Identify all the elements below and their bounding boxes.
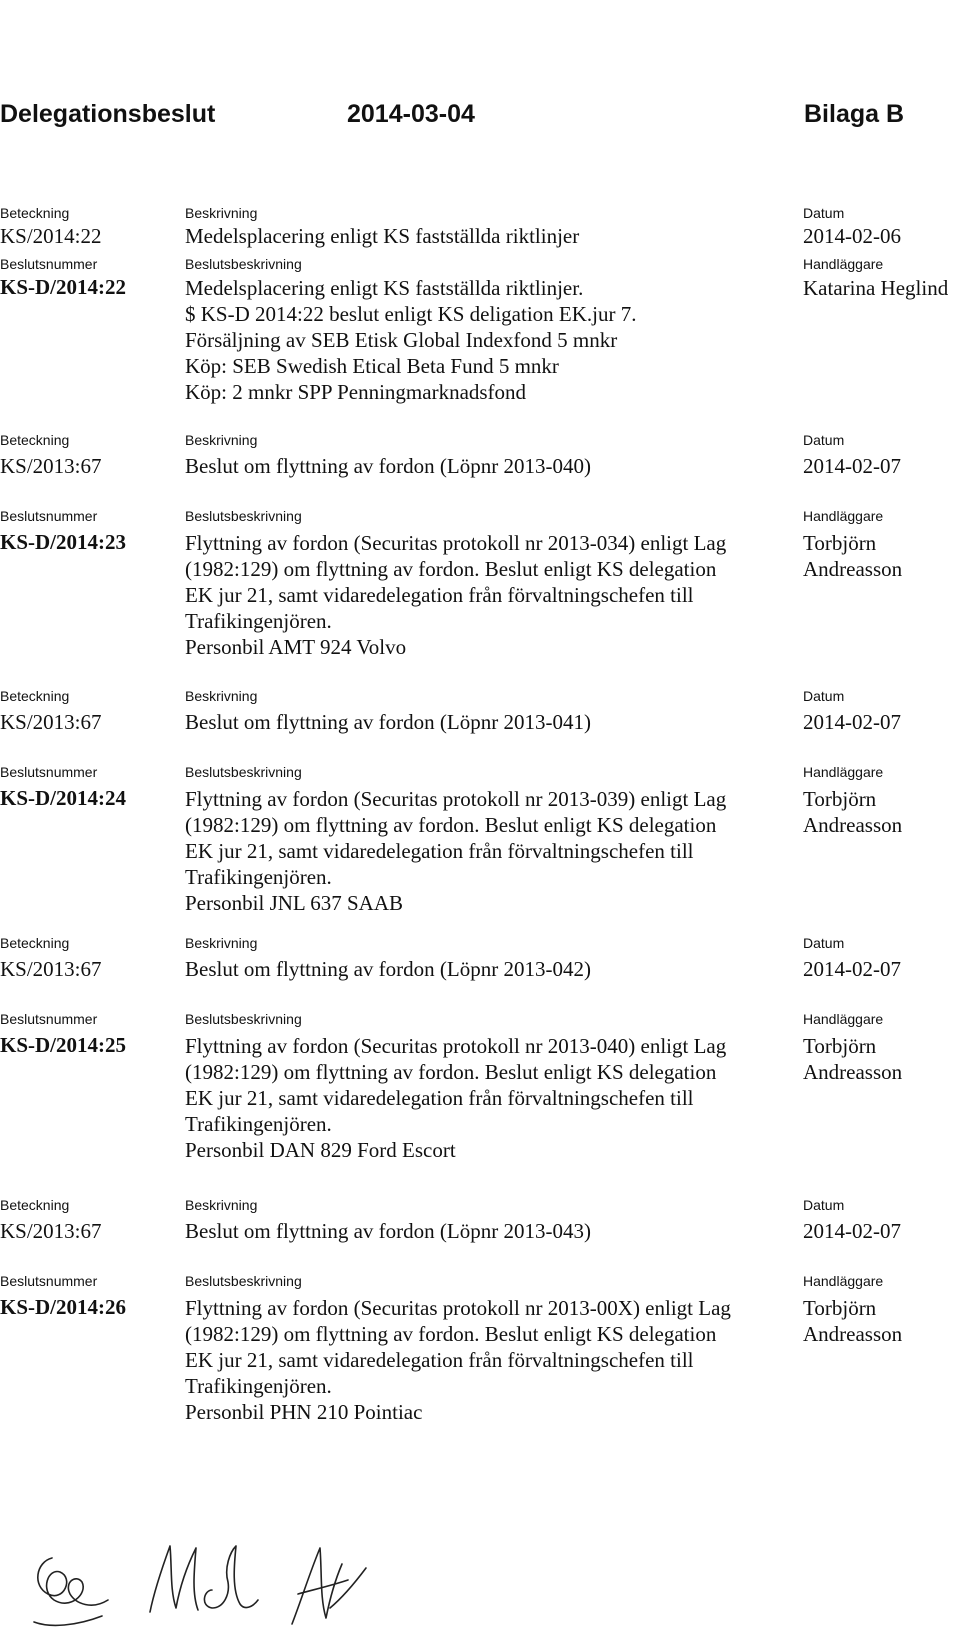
page-header	[0, 100, 960, 140]
beteckning-label: Beteckning	[0, 935, 70, 951]
beslutsbeskrivning-line: Köp: 2 mnkr SPP Penningmarknadsfond	[185, 380, 527, 404]
handlaggare-line: Andreasson	[803, 1060, 903, 1084]
beskrivning-label: Beskrivning	[185, 935, 258, 951]
handlaggare-line: Andreasson	[803, 1322, 903, 1346]
datum-label: Datum	[803, 1197, 845, 1213]
beteckning-label: Beteckning	[0, 205, 70, 221]
beteckning-label: Beteckning	[0, 688, 70, 704]
datum-value: 2014-02-07	[803, 1219, 901, 1243]
datum-value: 2014-02-07	[803, 710, 901, 734]
beslutsbeskrivning-line: Flyttning av fordon (Securitas protokoll nr 2013-039) enligt Lag	[185, 787, 727, 811]
beslutsbeskrivning-line: Personbil AMT 924 Volvo	[185, 635, 407, 659]
handlaggare-value	[803, 530, 902, 582]
signature-2	[150, 1546, 258, 1612]
beslutsbeskrivning-text	[185, 275, 795, 405]
beslutsbeskrivning-text	[185, 786, 795, 916]
beslutsbeskrivning-label: Beslutsbeskrivning	[185, 508, 302, 524]
handlaggare-line: Andreasson	[803, 557, 903, 581]
beslutsbeskrivning-label: Beslutsbeskrivning	[185, 256, 302, 272]
beslutsbeskrivning-line: (1982:129) om flyttning av fordon. Beslut enligt KS delegation	[185, 1060, 717, 1084]
beslutsnummer-value: KS-D/2014:22	[0, 275, 126, 299]
handlaggare-label: Handläggare	[803, 1273, 884, 1289]
datum-label: Datum	[803, 688, 845, 704]
datum-label: Datum	[803, 935, 845, 951]
handlaggare-line: Torbjörn	[803, 787, 877, 811]
handlaggare-label: Handläggare	[803, 1011, 884, 1027]
beslutsbeskrivning-line: Trafikingenjören.	[185, 1374, 332, 1398]
handlaggare-value	[803, 275, 948, 301]
beteckning-value: KS/2014:22	[0, 224, 102, 248]
handlaggare-line: Andreasson	[803, 813, 903, 837]
beslutsbeskrivning-line: Trafikingenjören.	[185, 1112, 332, 1136]
beslutsbeskrivning-line: Medelsplacering enligt KS fastställda riktlinjer.	[185, 276, 584, 300]
beslutsbeskrivning-line: Försäljning av SEB Etisk Global Indexfond 5 mnkr	[185, 328, 618, 352]
beslutsbeskrivning-line: Personbil PHN 210 Pointiac	[185, 1400, 423, 1424]
beslutsbeskrivning-line: $ KS-D 2014:22 beslut enligt KS deligation EK.jur 7.	[185, 302, 637, 326]
handlaggare-value	[803, 786, 902, 838]
handlaggare-value	[803, 1033, 902, 1085]
handwritten-signatures	[30, 1538, 390, 1638]
beteckning-value: KS/2013:67	[0, 454, 102, 478]
beskrivning-value: Beslut om flyttning av fordon (Löpnr 2013-040)	[185, 454, 591, 478]
beslutsbeskrivning-text	[185, 530, 795, 660]
beslutsbeskrivning-line: (1982:129) om flyttning av fordon. Beslut enligt KS delegation	[185, 813, 717, 837]
beskrivning-label: Beskrivning	[185, 205, 258, 221]
beskrivning-label: Beskrivning	[185, 432, 258, 448]
beslutsbeskrivning-line: EK jur 21, samt vidaredelegation från förvaltningschefen till	[185, 583, 694, 607]
beslutsnummer-label: Beslutsnummer	[0, 764, 98, 780]
beslutsbeskrivning-text	[185, 1033, 795, 1163]
handlaggare-line: Katarina Heglind	[803, 276, 949, 300]
beslutsbeskrivning-text	[185, 1295, 795, 1425]
beskrivning-value: Medelsplacering enligt KS fastställda riktlinjer	[185, 224, 580, 248]
signature-1	[34, 1558, 108, 1625]
beslutsbeskrivning-line: (1982:129) om flyttning av fordon. Beslut enligt KS delegation	[185, 557, 717, 581]
beteckning-label: Beteckning	[0, 1197, 70, 1213]
beslutsnummer-label: Beslutsnummer	[0, 1011, 98, 1027]
beslutsnummer-value: KS-D/2014:26	[0, 1295, 126, 1319]
datum-label: Datum	[803, 205, 845, 221]
beskrivning-value: Beslut om flyttning av fordon (Löpnr 2013-042)	[185, 957, 591, 981]
beslutsnummer-value: KS-D/2014:24	[0, 786, 126, 810]
document-title: Delegationsbeslut	[0, 100, 216, 128]
beslutsbeskrivning-line: Flyttning av fordon (Securitas protokoll nr 2013-00X) enligt Lag	[185, 1296, 731, 1320]
handlaggare-line: Torbjörn	[803, 1296, 877, 1320]
signature-3	[292, 1548, 366, 1624]
handlaggare-label: Handläggare	[803, 764, 884, 780]
beslutsbeskrivning-line: EK jur 21, samt vidaredelegation från förvaltningschefen till	[185, 839, 694, 863]
handlaggare-label: Handläggare	[803, 256, 884, 272]
beskrivning-value: Beslut om flyttning av fordon (Löpnr 2013-041)	[185, 710, 591, 734]
beslutsbeskrivning-line: Flyttning av fordon (Securitas protokoll nr 2013-034) enligt Lag	[185, 531, 727, 555]
handlaggare-line: Torbjörn	[803, 531, 877, 555]
handlaggare-line: Torbjörn	[803, 1034, 877, 1058]
beslutsbeskrivning-label: Beslutsbeskrivning	[185, 1011, 302, 1027]
beteckning-label: Beteckning	[0, 432, 70, 448]
beslutsbeskrivning-line: Trafikingenjören.	[185, 609, 332, 633]
beteckning-value: KS/2013:67	[0, 957, 102, 981]
handlaggare-label: Handläggare	[803, 508, 884, 524]
beslutsnummer-label: Beslutsnummer	[0, 1273, 98, 1289]
datum-value: 2014-02-07	[803, 454, 901, 478]
datum-label: Datum	[803, 432, 845, 448]
beslutsbeskrivning-line: Köp: SEB Swedish Etical Beta Fund 5 mnkr	[185, 354, 559, 378]
handlaggare-value	[803, 1295, 902, 1347]
beslutsbeskrivning-line: Flyttning av fordon (Securitas protokoll nr 2013-040) enligt Lag	[185, 1034, 727, 1058]
beslutsnummer-label: Beslutsnummer	[0, 508, 98, 524]
document-date: 2014-03-04	[347, 100, 475, 128]
beslutsnummer-value: KS-D/2014:23	[0, 530, 126, 554]
beteckning-value: KS/2013:67	[0, 710, 102, 734]
appendix-label: Bilaga B	[804, 100, 905, 128]
beslutsnummer-value: KS-D/2014:25	[0, 1033, 126, 1057]
beteckning-value: KS/2013:67	[0, 1219, 102, 1243]
beskrivning-label: Beskrivning	[185, 1197, 258, 1213]
beslutsbeskrivning-line: EK jur 21, samt vidaredelegation från förvaltningschefen till	[185, 1086, 694, 1110]
beskrivning-value: Beslut om flyttning av fordon (Löpnr 2013-043)	[185, 1219, 591, 1243]
beslutsbeskrivning-line: EK jur 21, samt vidaredelegation från förvaltningschefen till	[185, 1348, 694, 1372]
beslutsbeskrivning-line: Personbil JNL 637 SAAB	[185, 891, 403, 915]
beskrivning-label: Beskrivning	[185, 688, 258, 704]
datum-value: 2014-02-07	[803, 957, 901, 981]
beslutsbeskrivning-line: Personbil DAN 829 Ford Escort	[185, 1138, 456, 1162]
beslutsbeskrivning-line: (1982:129) om flyttning av fordon. Beslut enligt KS delegation	[185, 1322, 717, 1346]
beslutsbeskrivning-label: Beslutsbeskrivning	[185, 1273, 302, 1289]
datum-value: 2014-02-06	[803, 224, 901, 248]
beslutsbeskrivning-label: Beslutsbeskrivning	[185, 764, 302, 780]
beslutsbeskrivning-line: Trafikingenjören.	[185, 865, 332, 889]
beslutsnummer-label: Beslutsnummer	[0, 256, 98, 272]
